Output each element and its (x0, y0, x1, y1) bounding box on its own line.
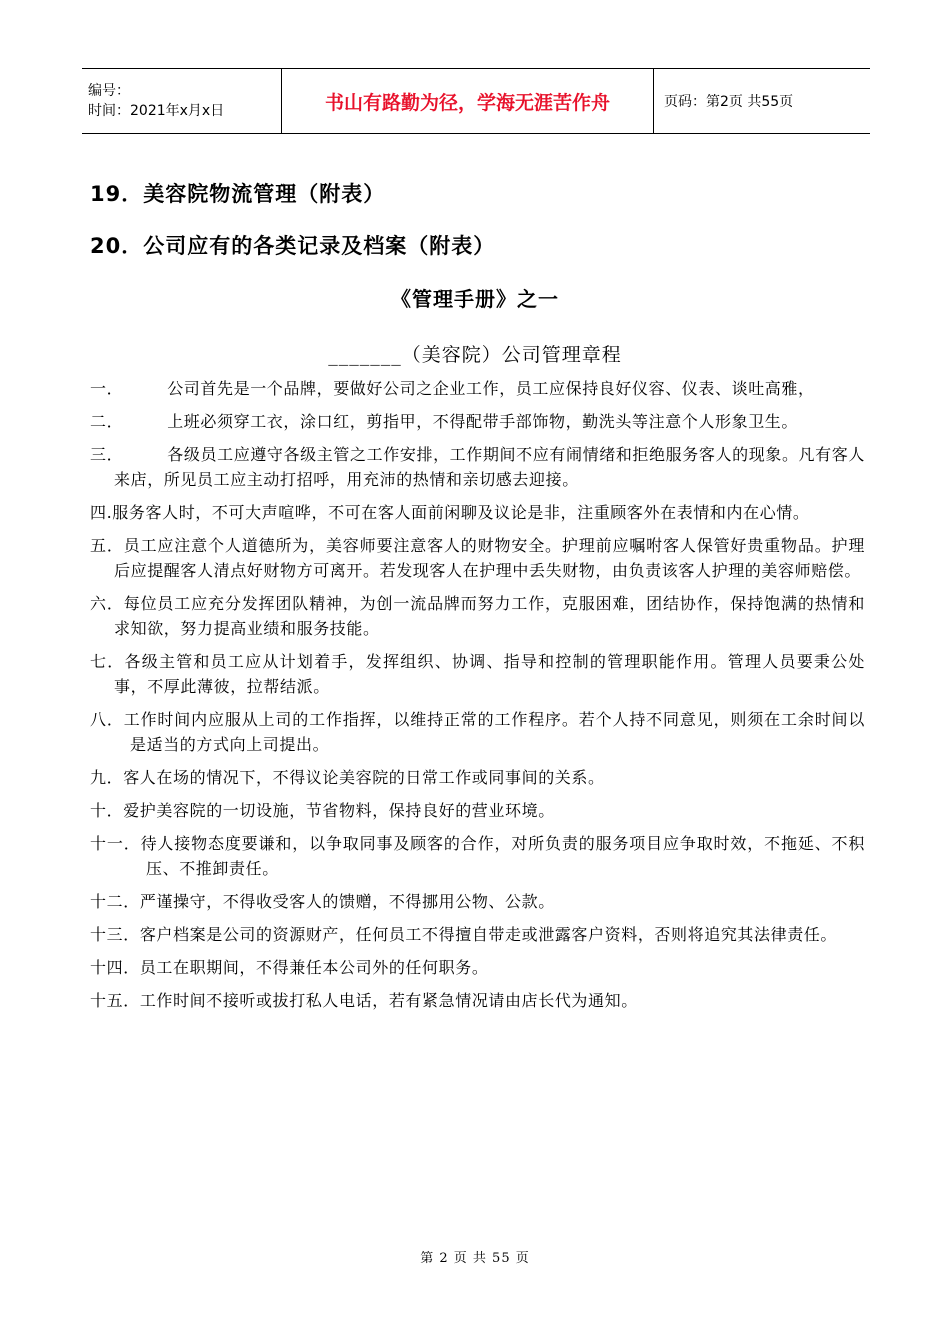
page-footer: 第 2 页 共 55 页 (420, 1251, 530, 1266)
rule-text: 上班必须穿工衣，涂口红，剪指甲，不得配带手部饰物，勤洗头等注意个人形象卫生。 (167, 412, 799, 431)
rule-number: 五． (90, 536, 124, 555)
rule-item (90, 591, 865, 641)
rule-number: 七． (90, 652, 125, 671)
rule-item (90, 955, 865, 980)
rule-text: 待人接物态度要谦和，以争取同事及顾客的合作，对所负责的服务项目应争取时效，不拖延、不积压、不推卸责任。 (140, 834, 865, 878)
rule-text: 员工应注意个人道德所为，美容师要注意客人的财物安全。护理前应嘱咐客人保管好贵重物品。护理后应提醒客人清点好财物方可离开。若发现客人在护理中丢失财物，由负责该客人护理的美容师赔偿。 (114, 536, 866, 580)
rule-number: 六． (90, 594, 124, 613)
rule-text: 各级主管和员工应从计划着手，发挥组织、协调、指导和控制的管理职能作用。管理人员要秉公处事，不厚此薄彼，拉帮结派。 (114, 652, 865, 696)
rule-number: 九． (90, 768, 124, 787)
rule-item (90, 500, 865, 525)
rule-number: 十一． (90, 834, 141, 853)
rule-text: 爱护美容院的一切设施，节省物料，保持良好的营业环境。 (123, 801, 555, 820)
rule-item (90, 922, 865, 947)
manual-title: 《管理手册》之一 (391, 287, 559, 311)
rule-number: 十三． (90, 925, 140, 944)
rule-item (90, 798, 865, 823)
rule-text: 服务客人时，不可大声喧哗，不可在客人面前闲聊及议论是非，注重顾客外在表情和内在心情。 (112, 503, 810, 522)
rules-list (90, 376, 865, 1021)
page-header (82, 68, 870, 134)
document-number-label: 编号： (88, 83, 130, 99)
rule-item (90, 409, 865, 434)
rule-item (90, 533, 865, 583)
rule-number: 三． (90, 445, 124, 464)
rule-item (90, 376, 865, 401)
rule-item (90, 707, 865, 757)
rule-text: 工作时间不接听或拔打私人电话，若有紧急情况请由店长代为通知。 (139, 991, 638, 1010)
rule-item (90, 649, 865, 699)
rule-number: 二． (90, 412, 124, 431)
rule-number: 十二． (90, 892, 140, 911)
rule-text: 严谨操守，不得收受客人的馈赠，不得挪用公物、公款。 (139, 892, 555, 911)
rule-item (90, 988, 865, 1013)
header-page-info: 页码：第2页 共55页 (664, 94, 794, 110)
rule-item (90, 831, 865, 881)
rule-item (90, 889, 865, 914)
rule-text: 客户档案是公司的资源财产，任何员工不得擅自带走或泄露客户资料，否则将追究其法律责任。 (139, 925, 838, 944)
rule-text: 各级员工应遵守各级主管之工作安排，工作期间不应有闹情绪和拒绝服务客人的现象。凡有客人来店，所见员工应主动打招呼，用充沛的热情和亲切感去迎接。 (114, 445, 866, 489)
header-meta (82, 69, 282, 133)
rule-number: 十四． (90, 958, 140, 977)
header-motto: 书山有路勤为径，学海无涯苦作舟 (282, 69, 654, 133)
rule-text: 公司首先是一个品牌，要做好公司之企业工作，员工应保持良好仪容、仪表、谈吐高雅， (167, 379, 815, 398)
rule-text: 员工在职期间，不得兼任本公司外的任何职务。 (139, 958, 489, 977)
rule-text: 每位员工应充分发挥团队精神，为创一流品牌而努力工作，克服困难，团结协作，保持饱满的热情和求知欲，努力提高业绩和服务技能。 (114, 594, 866, 638)
rule-number: 十． (90, 801, 124, 820)
rule-item (90, 442, 865, 492)
rule-number: 八． (90, 710, 124, 729)
rule-text: 客人在场的情况下，不得议论美容院的日常工作或同事间的关系。 (123, 768, 605, 787)
rule-item (90, 765, 865, 790)
charter-title: _______（美容院）公司管理章程 (328, 344, 622, 366)
rule-text: 工作时间内应服从上司的工作指挥，以维持正常的工作程序。若个人持不同意见，则须在工余时间以是适当的方式向上司提出。 (123, 710, 866, 754)
rule-number: 四. (90, 503, 113, 522)
rule-number: 一． (90, 379, 124, 398)
rule-number: 十五． (90, 991, 140, 1010)
document-date: 时间：2021年x月x日 (88, 103, 225, 119)
section-heading-20: 20．公司应有的各类记录及档案（附表） (90, 234, 496, 258)
section-heading-19: 19．美容院物流管理（附表） (90, 182, 386, 206)
